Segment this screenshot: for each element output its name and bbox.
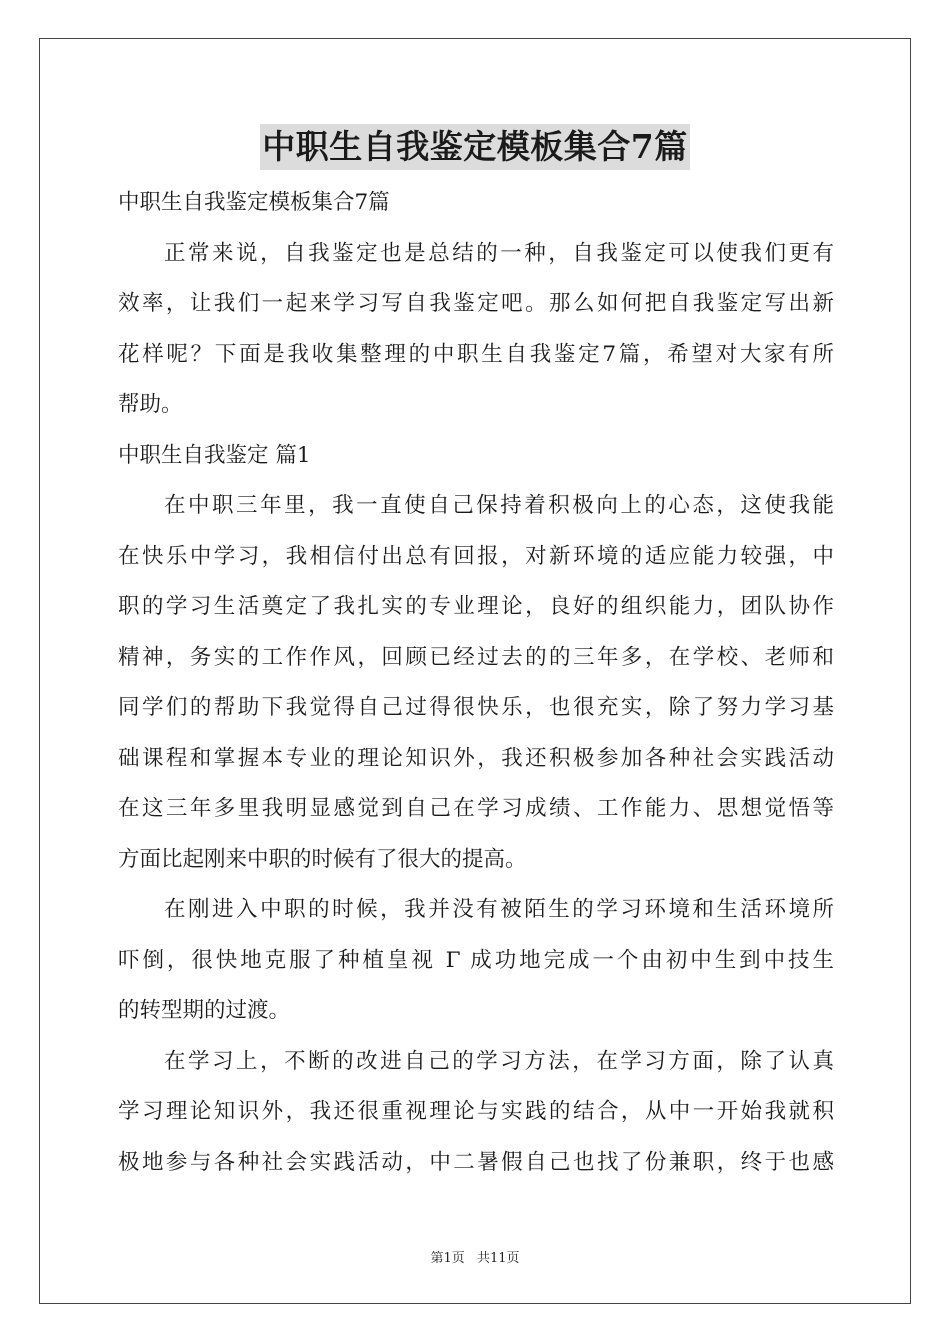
page-number: 第1页 [430, 1251, 465, 1266]
paragraph-line: 同学们的帮助下我觉得自己过得很快乐，也很充实，除了努力学习基 [118, 695, 834, 720]
paragraph-line: 正常来说，自我鉴定也是总结的一种，自我鉴定可以使我们更有 [164, 240, 834, 266]
body-paragraph-3 [118, 1037, 834, 1189]
paragraph-line: 方面比起刚来中职的时候有了很大的提高。 [118, 846, 527, 872]
page-footer [0, 1247, 950, 1266]
paragraph-line: 帮助。 [118, 392, 183, 417]
paragraph-line: 在快乐中学习，我相信付出总有回报，对新环境的适应能力较强，中 [118, 543, 834, 569]
paragraph-line: 精神，务实的工作作风，回顾已经过去的的三年多，在学校、老师和 [118, 644, 834, 670]
section-heading: 中职生自我鉴定 篇1 [118, 442, 311, 468]
paragraph-line: 吓倒，很快地克服了种植皇视 Γ 成功地完成一个由初中生到中技生 [118, 947, 834, 973]
paragraph-line: 效率，让我们一起来学习写自我鉴定吧。那么如何把自我鉴定写出新 [118, 291, 834, 316]
paragraph-line: 极地参与各种社会实践活动，中二暑假自己也找了份兼职，终于也感 [118, 1149, 834, 1175]
paragraph-line: 在这三年多里我明显感觉到自己在学习成绩、工作能力、思想觉悟等 [118, 796, 834, 821]
document-subtitle: 中职生自我鉴定模板集合7篇 [118, 190, 390, 215]
paragraph-line: 在中职三年里，我一直使自己保持着积极向上的心态，这使我能 [164, 493, 834, 518]
body-paragraph-1 [118, 481, 834, 885]
paragraph-line: 在刚进入中职的时候，我并没有被陌生的学习环境和生活环境所 [164, 897, 834, 922]
paragraph-line: 础课程和掌握本专业的理论知识外，我还积极参加各种社会实践活动 [118, 745, 834, 771]
paragraph-line: 的转型期的过渡。 [118, 998, 291, 1023]
paragraph-line: 职的学习生活奠定了我扎实的专业理论，良好的组织能力，团队协作 [118, 594, 834, 619]
paragraph-line: 花样呢？下面是我收集整理的中职生自我鉴定7篇，希望对大家有所 [118, 341, 834, 367]
intro-paragraph [118, 229, 834, 431]
body-paragraph-2 [118, 885, 834, 1037]
paragraph-line: 在学习上，不断的改进自己的学习方法，在学习方面，除了认真 [164, 1048, 834, 1074]
paragraph-line: 学习理论知识外，我还很重视理论与实践的结合，从中一开始我就积 [118, 1099, 834, 1124]
document-body [118, 178, 834, 1188]
title-container [0, 124, 950, 170]
document-title: 中职生自我鉴定模板集合7篇 [260, 124, 689, 170]
total-pages: 共11页 [476, 1251, 520, 1266]
